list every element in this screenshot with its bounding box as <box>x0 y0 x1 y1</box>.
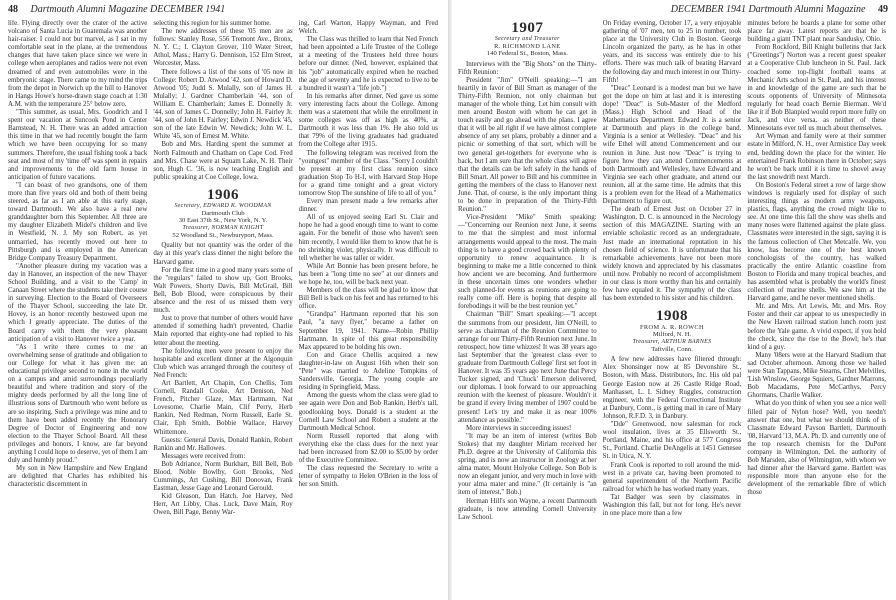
paragraph: While Art Bonnie has been present before, he has been a "long time no see" at our dinners and we hope he, too, will be back next year. <box>298 262 438 286</box>
paragraph: "This summer, as usual, Mrs. Goodrich and I spent our vacation at Suncook Pond in Center Barnstead, N. H. There was an added attraction this time in that we had recently bought the farm which we have been occupying for so many summers. Therefore, the usual fishing took a back seat and most of my 'time off' was spent in repairs and improvements to the old farm house in anticipation of future vacations. <box>8 109 148 181</box>
paragraph: "Grandpa" Hartmann reported that his son Paul, "a navy flyer," became a father on September 19, 1941. Name—Robin Phillip Hartmann. In spite of this great responsibility Max appeared to be holding his own. <box>298 311 438 351</box>
class-1908-heading <box>603 308 742 353</box>
right-running-head <box>671 3 888 17</box>
paragraph: Frank Cook is reported to roll around the mid-west in a private car, having been promoted to general superintendent of the Northern Pacific railroad for which he has worked many years. <box>602 461 742 493</box>
left-page-number: 48 <box>8 4 18 15</box>
treasurer-label: Treasurer, NORMAN KNIGHT <box>182 224 264 231</box>
right-col-1 <box>458 20 597 598</box>
left-magazine-title: Dartmouth Alumni Magazine DECEMBER 1941 <box>30 4 226 15</box>
secretary-name: FROM A. R. ROWCH <box>640 324 704 332</box>
right-page-number: 49 <box>878 4 888 15</box>
paragraph: selecting this region for his summer home. <box>153 20 272 27</box>
secretary-club: Dartmouth Club <box>201 209 245 217</box>
secretary-address: 30 East 37th St., New York, N. Y. <box>178 217 268 225</box>
right-col-2 <box>603 20 742 598</box>
paragraph: On Boston's Federal street a row of large show windows is regularly used for display of such interesting things as modern army weapons, plastics, flags, anything the crowd might like to see. At one time this fall the show was shells and many noses were flattened against the plate glass. Classmates were interested in the sign, saying it is the famous collection of Chet Metcalfe. We, you know, has become one of the best known conchologists of the country, has walked practically the entire Atlantic coastline from Boston to Florida and many tropical beaches, and has assembled what is probably the world's finest collection of marine shells. We saw him at the Harvard game, and he never mentioned shells. <box>747 181 887 303</box>
left-columns <box>8 20 438 598</box>
paragraph: "Another pleasure during my vacation was a day in Hanover, an inspection of the new Thayer School Building, and a visit to the 'Camp' in Canaan Street where the students take their course in surveying. Election to the Board of Overseers of the Thayer School, succeeding the late Dr. Hovey, is an honor recently bestowed upon me which I greatly appreciate. The duties of the Board carry with them the very pleasant anticipation of a visit to Hanover twice a year. <box>8 262 148 343</box>
paragraph: Among the guests whom the class were glad to see again were Don and Bob Rankin, Herb's tall, goodlooking boys. Donald is a student at the Cornell Law School and Robert a student at the Dartmouth Medical School. <box>298 392 438 432</box>
paragraph: The new addresses of these '05 men are as follows: Stanley Rose, 556 Tremont Ave., Bronx, N. Y. C.; I. Clayton Grover, 110 Water Street, Athol, Mass.; Harry G. Dennison, 152 Elm Street, Worcester, Mass. <box>153 28 293 68</box>
paragraph: Tat Badger was seen by classmates in Washington this fall, but not for long. He's never in one place more than a few <box>602 493 742 518</box>
treasurer-label: Treasurer, ARTHUR BARNES <box>632 338 712 345</box>
paragraph: "I can boast of two grandsons, one of them more than five years old and both of them being steered, as far as I am able at this early stage, toward Dartmouth. We also have a real new granddaughter born this September. All three are my daughter Elizabeth Midel's children and live in Westfield, N. J. My son Robert, as yet unmarried, has recently moved out here to Pittsburgh and is employed in the American Bridge Company Treasury Department. <box>8 181 148 262</box>
paragraph: Quality but not quantity was the order of the day at this year's class dinner the night before the Harvard game. <box>153 242 293 266</box>
treasurer-address: 52 Woodland St., Newburyport, Mass. <box>172 231 274 239</box>
paragraph: Norm Russell reported that along with everything else the class dues for the next year had been increased from $2.00 to $5.00 by order of the Executive Committee. <box>298 432 438 465</box>
paragraph: The death of Ernest Just on October 27 in Washington, D. C. is announced in the Necrology section of this MAGAZINE. Starting with an enviable scholastic record as an undergraduate, Just made an international reputation in his chosen field of science. It is unfortunate that his remarkable achievements have not been more widely known and appreciated by his classmates until now. Probably no record of accomplishment in our class is more worthy than his and certainly few have equaled it. The sympathy of the class has been extended to his sister and his children. <box>602 206 742 303</box>
paragraph: ing, Carl Warton, Happy Wayman, and Fred Welch. <box>298 20 438 36</box>
paragraph: All of us enjoyed seeing Earl St. Clair and hope he had a good enough time to want to come again. For the benefit of those who haven't seen him recently, I would like them to know that he is no shrinking violet, physically. It was difficult to tell whether he was taller or wider. <box>298 214 438 262</box>
paragraph: "Deac" Leonard is a modest man but we have got the dope on him at last and it is interesting dope! "Deac" is Sub-Master of the Medford (Mass.) High School and Head of the Mathematics Department. Edward Jr. is a senior at Dartmouth and plays in the college band. Virginia is a senior at Wellesley. "Deac" and his wife Ethel will attend Commencement and our reunion in June. Just now "Deac" is trying to figure how they can attend Commencements at both Dartmouth and Wellesley, have Edward and Virginia see each other graduate, and attend our reunion, all at the same time. He admits that this is a problem even for the Head of a Mathematics Department to figure out. <box>602 84 742 206</box>
paragraph: The Class was thrilled to learn that Ned French had been appointed a Life Trustee of the College at a meeting of the Trustees held three hours before our dinner. (Ned, however, explained that his "job" automatically expired when he reached the age of seventy and he is expected to live to be a hundred it wasn't a "life job.") <box>298 36 438 92</box>
paragraph: Chairman "Bill" Smart speaking:—"I accept the summons from our president, Jim O'Neill, to serve as chairman of the Reunion Committee to arrange for our Thirty-Fifth Reunion next June. In retrospect, how time whizzes! It was 38 years ago last September that the 'greatest class ever to graduate from Dartmouth College' first set foot in Hanover. It was 35 years ago next June that Percy Tucker signed, and 'Chuck' Emerson delivered, our diplomas. I look forward to our approaching reunion with the keenest of pleasure. Wouldn't it be grand if every living member of 1907 could be present! Let's try and make it as near 100% attendance as possible." <box>458 311 597 424</box>
paragraph: On Friday evening, October 17, a very enjoyable gathering of '07 men, ten to 25 in number, took place at the University Club in Boston. George Lincoln organized the party, as he has in other years, and its success was entirely due to his efforts. There was much talk of beating Harvard the following day and much interest in our Thirty-Fifth! <box>602 20 742 84</box>
paragraph: Mr. and Mrs. Art Lewis, Mr. and Mrs. Roy Foster and their car appear to us unexpectedly in the New Haven railroad station lunch room just before the Yale game. A vivid expect, if you hold the check, since the rise to the Bowl; he's that kind of a guy. <box>747 303 887 351</box>
paragraph: Bob Adriance, Norm Burkhart, Bill Bell, Bob Blood, Noble Bowlby, Gott Brooks, Ned Cummings, Art Cushing, Bill Donovan, Frank Eastman, Jesse Gage and Leonard Gerould. <box>153 460 293 493</box>
paragraph: Vice-President "Mike" Smith speaking:—"Concerning our Reunion next June, it seems to me that the simplest and most informal arrangements would appeal to the most. The main thing is to have a good crowd back with plenty of opportunity to renew acquaintance. It is beginning to make me a little concerned to think how ancient we are becoming. And furthermore in these uncertain times one wonders whether such planned-for events as reunions are going to really come off. Here is hoping that despite all forebodings it will be the best reunion yet." <box>458 214 597 311</box>
paragraph: Members of the class will be glad to know that Bill Bell is back on his feet and has returned to his office. <box>298 287 438 311</box>
paragraph: "As I write there comes to me an overwhelming sense of gratitude and obligation to our College for what it has given me: an educational privilege second to none in the world on a campus and amid surroundings peculiarly beautiful and where tradition and story of the mighty deeds performed by all the long line of illustrious sons of Dartmouth who went before us are so inspiring. Such a privilege was mine and to them have been added recently the Honorary Degree of Doctor of Engineering and now election to the Thayer School Board. All these privileges and honors, I know, are far beyond anything I could hope to deserve, yet of them I am duly and humbly proud." <box>8 343 148 465</box>
paragraph: "Dde" Greenwood, now salesman for rock wool insulation, lives at 35 Ellsworth St., Portland, Maine, and his office at 577 Congress St., Portland. Charlie DeAngelis at 1451 Genesee St. in Utica, N. Y. <box>602 421 742 461</box>
class-year: 1908 <box>656 308 688 325</box>
paragraph: Kid Gleason, Dan Hatch, Joe Harvey, Ned Herr, Art Libby, Chas. Luck, Dave Main, Roy Owen, Bill Page, Benny War- <box>153 493 293 517</box>
paragraph: life. Flying directly over the crater of the active volcano of Santa Lucia in Guatemala was another hair-raiser. I could not but marvel, as I sat in my comfortable seat in the plane, at the tremendous changes that have taken place since we were in college when aeroplanes and radios were not even dreamed of and even automobiles were in the embryonic stage. There came to my mind the trips from the depot in Norwich up the hill to Hanover in Hangs Howe's horse-drawn stage coach at 1:30 A.M. with the temperature 25° below zero. <box>8 20 148 108</box>
paragraph: There follows a list of the sons of '05 now in College: Robert D. Atwood '42, son of Howard D. Atwood '05; Judd S. Mulally, son of James H. Mulally; J. Gardner Chamberlain '44, son of William E. Chamberlain; James E. Donnelly Jr. '44, son of James C. Donnelly; John H. Fairley Jr. '44, son of John H. Fairley; Edwin J. Newdick '45, son of the late Edwin W. Newdick; John W. L. White '45, son of Ernest M. White. <box>153 68 293 141</box>
secretary-treasurer-label: Secretary and Treasurer <box>494 36 560 42</box>
paragraph: Art Wyman and family were at their summer estate in Milford, N. H., over Armistice Day week end, bedding down the place for the winter. He entertained Frank Robinson there in October; says he won't be back until it is time to shovel away the last snowdrift next March. <box>747 133 887 181</box>
paragraph: Con and Grace Chellis acquired a new daughter-in-law on August 16th when their son "Pete" was married to Adeline Tompkins of Sandersville, Georgia. The young couple are residing in Springfield, Mass. <box>298 351 438 392</box>
paragraph: The following telegram was received from the "youngest" member of the Class. "Sorry I couldn't be present at my first class reunion since graduation Stop To H-I, with Harvard Stop Hope for a grand time tonight and a great victory tomorrow Stop The sunshine of life to all of you." <box>298 149 438 197</box>
paragraph: Many '08ers were at the Harvard Stadium that sad October afternoon. Among those we hailed were Stan Tappans, Mike Stearns, Chet Melvilles, 'Lish Winslow, George Squiers, Gardner Marrons, Bob Macadams, Pete McCarthys, Percy Ghormans, Charlie Walker. <box>747 351 887 400</box>
class-1906-heading <box>153 187 292 240</box>
left-running-head <box>8 3 225 17</box>
paragraph: Art Bartlett, Art Chapin, Con Chellis, Tom Cornell, Randall Cooke, Art Denison, Ned French, Pitcher Glaze, Max Hartmann, Nat Lovesome, Charlie Main, Clif Perry, Herb Rankin, Ned Redman, Norm Russell, Earle St. Clair, Eph Smith, Bobbie Wallace, Harvey Whittemore. <box>153 379 293 436</box>
class-year: 1906 <box>206 186 239 203</box>
left-col-1 <box>8 20 147 598</box>
paragraph: For the first time in a good many years some of the "regulars" failed to show up, Gott Brooks, Walt Powers, Shorty Davis, Bill McGrail, Bill Bell, Bob Blood, were conspicuous by their absence and the rest of us missed them very much. <box>153 266 293 315</box>
paragraph: "It may be an item of interest (writes Bob Stokes) that my daughter Miriam received her Ph.D. degree at the University of California this spring, and is now an instructor in Zoology at her alma mater, Mount Holyoke College. Son Bob is now an elegant junior, and very much in love with your alma mater and mine." (It certainly is "an item of interest," Bob.) <box>458 432 597 497</box>
paragraph: More interviews in succeeding issues! <box>466 424 572 432</box>
paragraph: What do you think of when you see a nice well filled pair of Nylon hose? Well, you needn't answer that one, but what we should think of is Classmate Edward Payson Bartlett, Dartmouth '08, Harvard '13, M.A. Ph. D. and currently one of the top research chemists for the DuPont company in Wilmington, Del. the authority of Bob Marsden, also of Wilmington, with whom we had dinner after the Harvard game. Bartlett was responsible more than anyone else for the development of the remarkable fibre of which those <box>747 400 887 497</box>
class-year: 1907 <box>511 20 544 36</box>
paragraph: The following men were present to enjoy the hospitable and excellent dinner at the Algonquin Club which was arranged through the courtesy of Ned French: <box>153 347 293 379</box>
right-page <box>452 0 896 600</box>
paragraph: From Rockford, Bill Knight bulletins that Jack ("Greetings") Norton was a recent guest speaker at a Cooperative Club luncheon in St. Paul. Jack coached some top-flight football teams at Mechanic Arts school in St. Paul, and his interest in and knowledge of the game are such that he scouts opponents of University of Minnesota regularly for head coach Bernie Bierman. We'd like it if Bob Blanpied would report more fully on Jack, and vice versa, as neither of these Minnesotans ever tell us much about themselves. <box>747 44 887 133</box>
paragraph: Guests: General Davis, Donald Rankin, Robert Rankin and Mr. Hallowes. <box>153 436 293 452</box>
paragraph: The class requested the Secretary to write a letter of sympathy to Helen O'Brien in the loss of her son Smith. <box>298 465 438 489</box>
paragraph: President "Jim" O'Neill speaking:—"I am heartily in favor of Bill Smart as manager of the Thirty-Fifth Reunion, not only chairman but manager of the whole thing. Let him consult with men around Boston with whom he can get in touch easily and go ahead with the plans. I agree that it will be all right if we have almost complete absence of any set plans, probably a dinner and a picnic or something of that sort, which will be two general get-togethers for everyone who is back, but I am sure that the whole class will agree that the details can be left safely in the hands of Bill Smart. All power to Bill and his committee in getting the members of the class to Hanover next June. That, of course, is the only important thing to be done in preparation of the Thirty-Fifth Reunion." <box>458 76 597 214</box>
paragraph: Herman Hill's son Wayne, a recent Dartmouth graduate, is now attending Cornell University Law School. <box>458 497 597 521</box>
left-col-3 <box>299 20 438 598</box>
secretary-label: Secretary, EDWARD K. WOODMAN <box>174 202 272 209</box>
paragraph: A few new addresses have filtered through: Alex Shonsinger now at 85 Devonshire St., Boston, with Mass. Distributors, Inc. His old pal George Easton now at 26 Castle Ridge Road, Manhasset, L. I. Sidney Ruggles, construction engineer, with the Federal Correctional Institute at Danbury, Conn., is getting mail in care of Mary Johnson, R.F.D. 3, in Danbury. <box>602 356 742 420</box>
right-columns <box>458 20 886 598</box>
paragraph: Every man present made a few remarks after dinner. <box>298 198 438 214</box>
class-1907-heading <box>458 20 597 58</box>
paragraph: My son in New Hampshire and New England are delighted that Charles has exhibited his characteristic discernment in <box>8 465 148 489</box>
right-magazine-title: DECEMBER 1941 Dartmouth Alumni Magazine <box>670 4 866 15</box>
paragraph: minutes before he boards a plane for some other place far away. Latest reports are that he is building a giant TNT plant near Sandusky, Ohio. <box>747 20 887 44</box>
treasurer-address: Taftville, Conn. <box>651 345 693 353</box>
secretary-address: Milford, N. H. <box>652 331 692 339</box>
right-col-3 <box>747 20 886 598</box>
secretary-name: R. RICHMOND LANE <box>494 43 561 50</box>
paragraph: In his remarks after dinner, Ned gave us some very interesting facts about the College. Among them was a statement that while the enrollment in some colleges was off as high as 40%, at Dartmouth it was less than 1%. He also told us that 79% of the living graduates had graduated from the College after 1915. <box>298 92 438 149</box>
paragraph: Messages were received from: <box>161 452 246 460</box>
paragraph: Just to prove that number of others would have attended if something hadn't prevented, Charlie Main reported that eighty-one had replied to his letter about the meeting. <box>153 315 293 347</box>
paragraph: Interviews with the "Big Shots" on the Thirty-Fifth Reunion: <box>458 60 597 76</box>
secretary-address: 140 Federal St., Boston, Mass. <box>486 50 568 57</box>
paragraph: Bob and Mrs. Harding spent the summer at North Falmouth and Chatham on Cape Cod. Fred and Mrs. Chase were at Squam Lake, N. H. Their son, Hugh C. '36, is now teaching English and public speaking at Coe College, Iowa. <box>153 141 293 181</box>
left-col-2 <box>153 20 292 598</box>
